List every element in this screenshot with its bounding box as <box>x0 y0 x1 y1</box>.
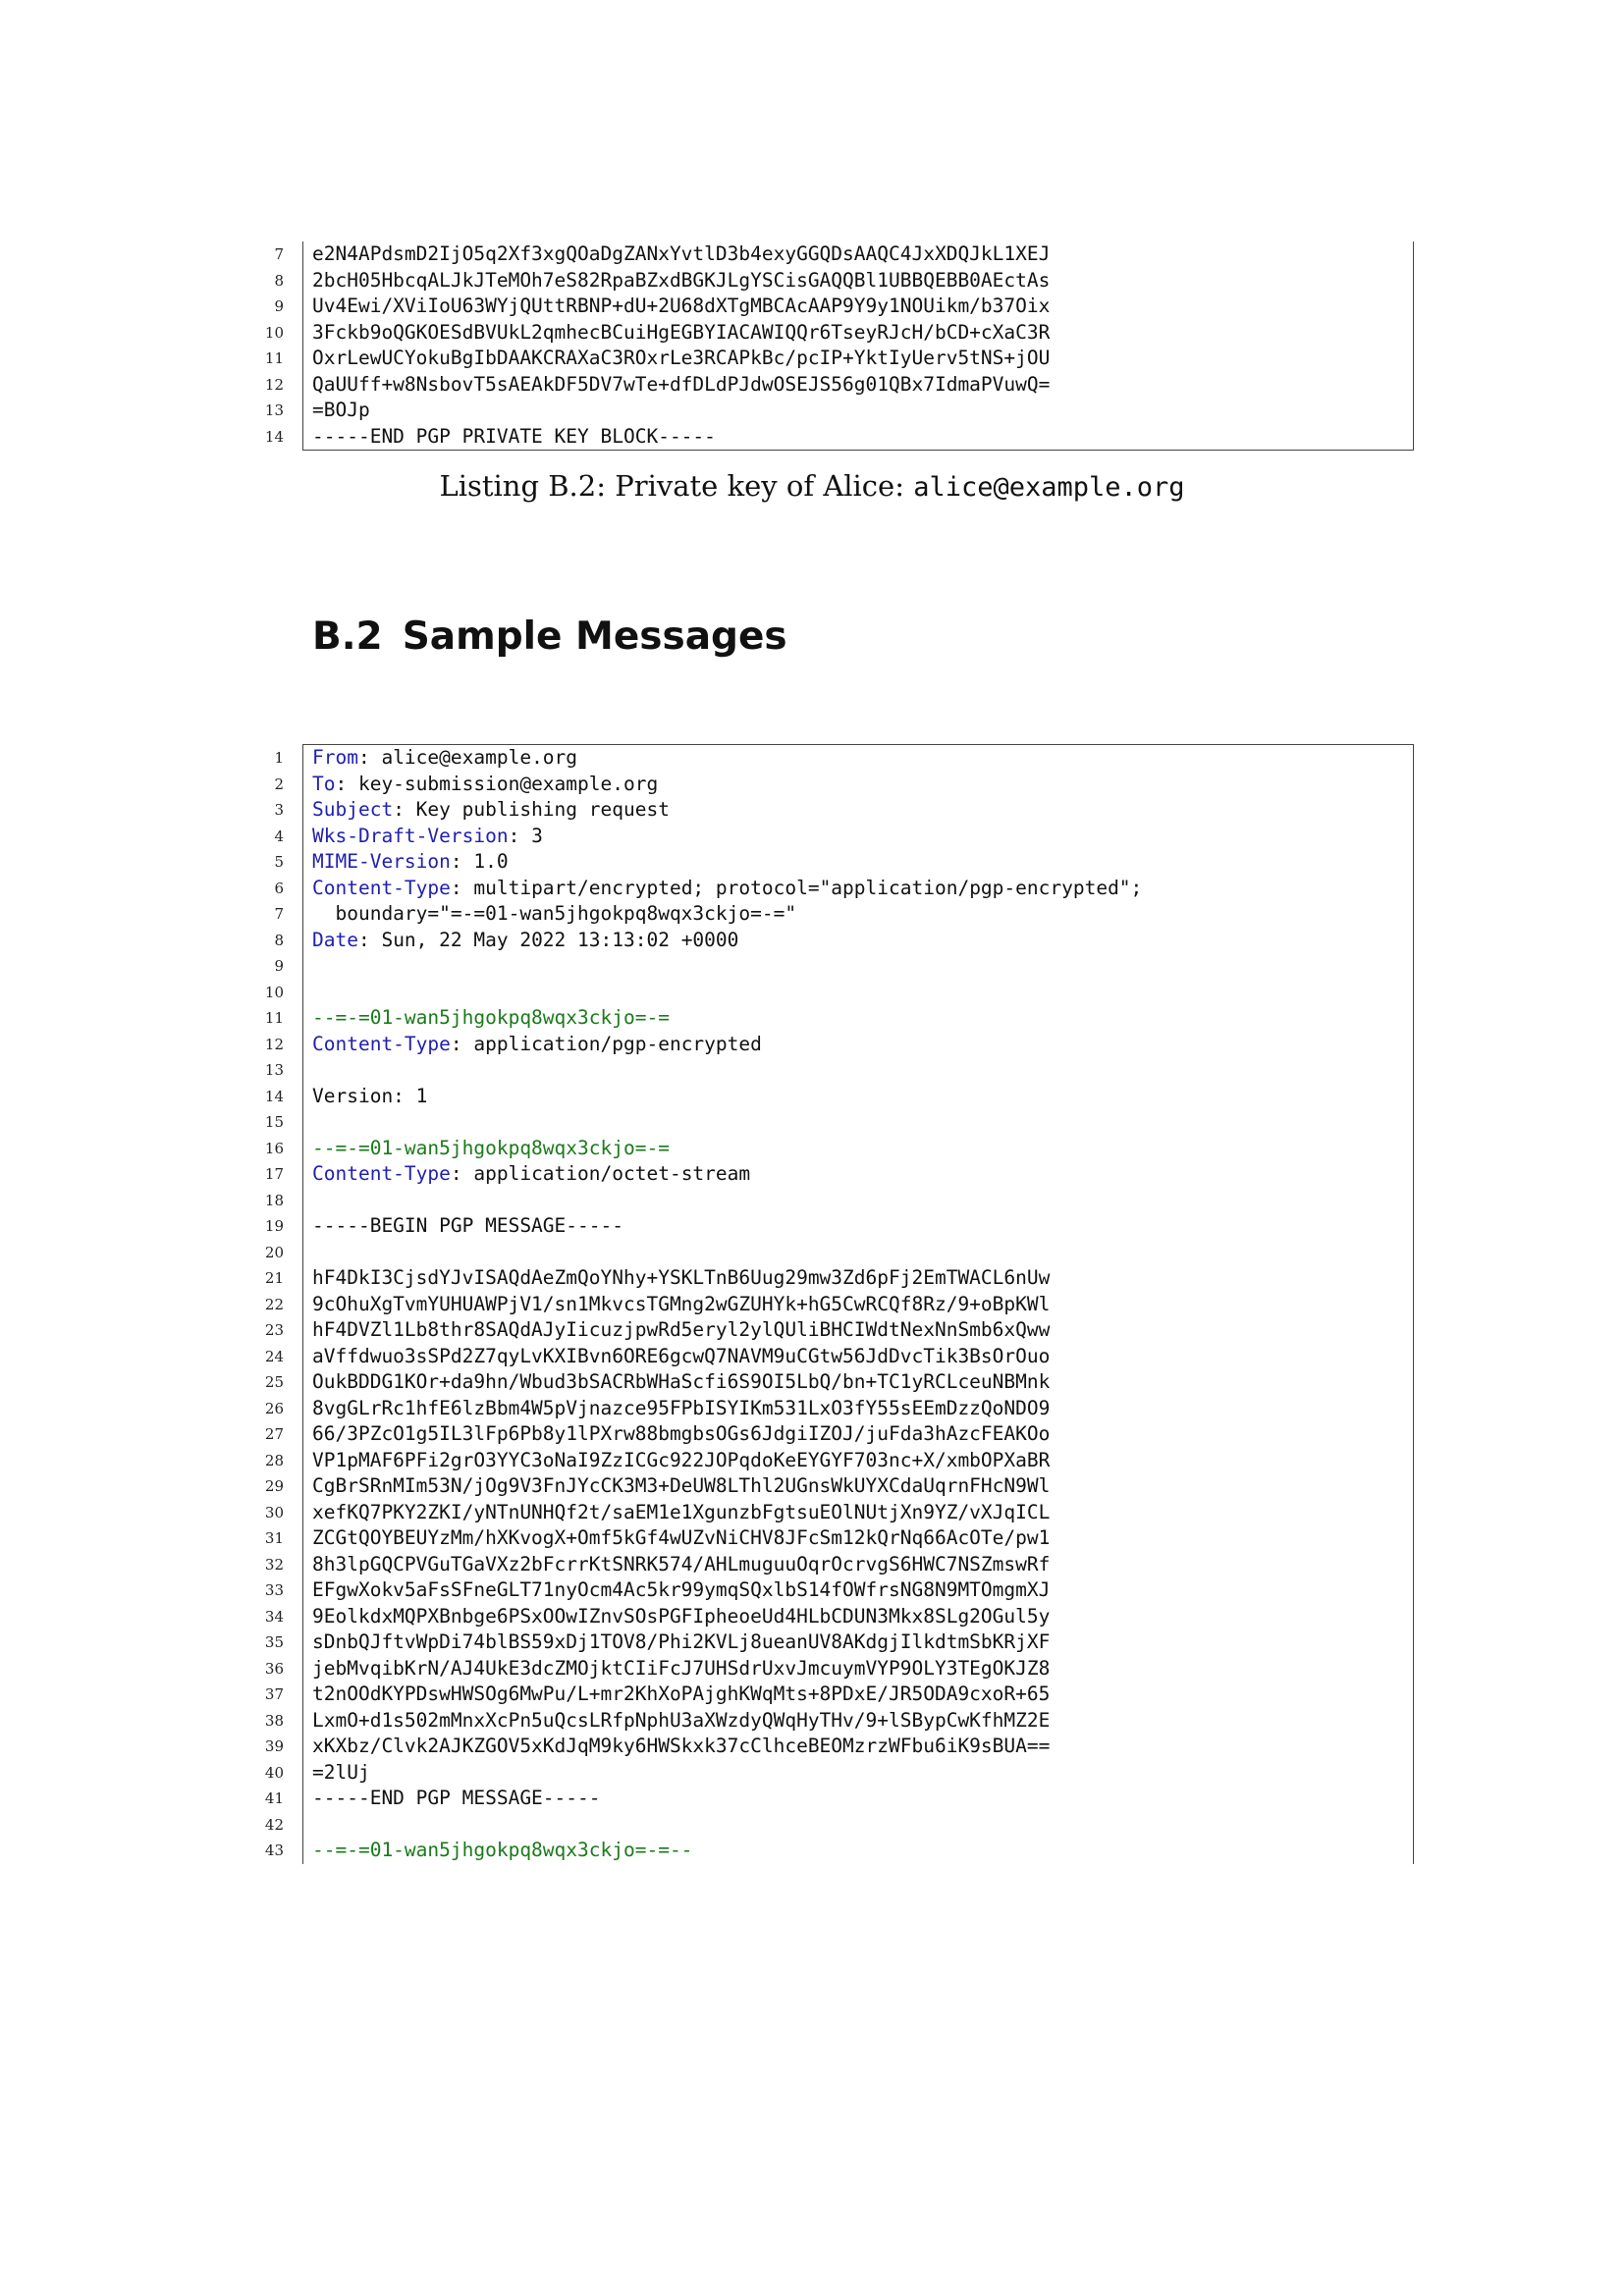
line-number: 24 <box>264 1347 284 1365</box>
line-number: 15 <box>264 1113 284 1131</box>
code-line <box>264 1005 1413 1032</box>
code-line <box>264 1629 1413 1656</box>
code-text: -----BEGIN PGP MESSAGE----- <box>312 1214 623 1237</box>
line-number: 23 <box>264 1321 284 1339</box>
line-number: 25 <box>264 1373 284 1391</box>
code-text: hF4DkI3CjsdYJvISAQdAeZmQoYNhy+YSKLTnB6Uug29mw3Zd6pFj2EmTWACL6nUw <box>312 1266 1051 1289</box>
line-number: 27 <box>264 1425 284 1443</box>
mime-boundary: --=-=01-wan5jhgokpq8wqx3ckjo=-=-- <box>312 1839 693 1861</box>
header-value: : alice@example.org <box>357 746 578 769</box>
header-value: : Key publishing request <box>393 798 670 821</box>
listing-caption <box>0 469 1624 503</box>
code-line <box>264 1240 1413 1266</box>
line-number: 21 <box>264 1269 284 1287</box>
line-number: 4 <box>274 827 284 845</box>
code-line <box>264 1057 1413 1084</box>
code-line <box>264 1812 1413 1839</box>
line-number: 30 <box>264 1503 284 1522</box>
line-number: 31 <box>264 1529 284 1547</box>
code-line <box>264 424 1413 451</box>
line-number: 19 <box>264 1217 284 1235</box>
line-number: 12 <box>264 375 284 394</box>
line-number: 3 <box>274 801 284 819</box>
line-number: 35 <box>264 1633 284 1651</box>
code-text: t2nOOdKYPDswHWSOg6MwPu/L+mr2KhXoPAjghKWqMts+8PDxE/JR5ODA9cxoR+65 <box>312 1682 1051 1705</box>
code-text: =2lUj <box>312 1760 370 1784</box>
code-text: VP1pMAF6PFi2grO3YYC3oNaI9ZzICGc922JOPqdoKeEYGYF703nc+X/xmbOPXaBR <box>312 1448 1051 1471</box>
code-line <box>264 1500 1413 1526</box>
code-text: boundary="=-=01-wan5jhgokpq8wqx3ckjo=-=" <box>312 902 797 925</box>
line-number: 13 <box>264 401 284 419</box>
code-line <box>264 1682 1413 1708</box>
line-number: 17 <box>264 1165 284 1183</box>
line-number: 39 <box>264 1737 284 1755</box>
code-line <box>264 320 1413 347</box>
code-text: xKXbz/Clvk2AJKZGOV5xKdJqM9ky6HWSkxk37cClhceBEOMzrzWFbu6iK9sBUA== <box>312 1735 1051 1757</box>
header-key: Subject <box>312 798 394 821</box>
code-line <box>274 745 1413 772</box>
code-line <box>264 1473 1413 1500</box>
code-line <box>274 797 1413 824</box>
header-value: : application/octet-stream <box>450 1162 751 1185</box>
line-number: 7 <box>274 245 284 263</box>
line-number: 9 <box>274 957 284 975</box>
code-text: 9EolkdxMQPXBnbge6PSxOOwIZnvSOsPGFIpheoeUd4HLbCDUN3Mkx8SLg2OGul5y <box>312 1604 1051 1628</box>
code-text: Uv4Ewi/XViIoU63WYjQUttRBNP+dU+2U68dXTgMBCAcAAP9Y9y1NOUikm/b37Oix <box>312 294 1051 317</box>
line-number: 20 <box>264 1243 284 1261</box>
line-number: 32 <box>264 1555 284 1574</box>
mime-boundary: --=-=01-wan5jhgokpq8wqx3ckjo=-= <box>312 1006 670 1029</box>
code-text: OxrLewUCYokuBgIbDAAKCRAXaC3ROxrLe3RCAPkBc/pcIP+YktIyUerv5tNS+jOU <box>312 347 1051 369</box>
code-line <box>274 901 1413 928</box>
code-text: EFgwXokv5aFsSFneGLT71nyOcm4Ac5kr99ymqSQxlbS14fOWfrsNG8N9MTOmgmXJ <box>312 1578 1051 1601</box>
header-key: From <box>312 746 358 769</box>
code-line <box>264 1109 1413 1136</box>
code-line <box>264 1317 1413 1344</box>
caption-text: Listing B.2: Private key of Alice: <box>439 469 914 503</box>
code-line <box>264 1448 1413 1474</box>
header-key: Content-Type <box>312 876 451 899</box>
mime-boundary: --=-=01-wan5jhgokpq8wqx3ckjo=-= <box>312 1136 670 1159</box>
section-heading <box>312 614 787 659</box>
line-number: 14 <box>264 427 284 446</box>
section-number: B.2 <box>312 614 383 659</box>
private-key-listing <box>264 241 1414 451</box>
code-line <box>264 1369 1413 1396</box>
header-value: : 3 <box>508 824 543 847</box>
code-line <box>264 1552 1413 1578</box>
code-text: -----END PGP PRIVATE KEY BLOCK----- <box>312 424 716 448</box>
code-text: 2bcH05HbcqALJkJTeMOh7eS82RpaBZxdBGKJLgYSCisGAQQBl1UBBQEBB0AEctAs <box>312 268 1051 292</box>
section-title: Sample Messages <box>402 614 787 659</box>
code-text: ZCGtQOYBEUYzMm/hXKvogX+Omf5kGf4wUZvNiCHV8JFcSm12kQrNq66AcOTe/pw1 <box>312 1526 1051 1549</box>
code-text: Version: 1 <box>312 1084 428 1107</box>
line-number: 9 <box>274 297 284 315</box>
code-line <box>264 1734 1413 1760</box>
code-text: jebMvqibKrN/AJ4UkE3dcZMOjktCIiFcJ7UHSdrUxvJmcuymVYP9OLY3TEgOKJZ8 <box>312 1656 1051 1680</box>
line-number: 43 <box>264 1842 284 1859</box>
code-line <box>264 1577 1413 1604</box>
code-line <box>264 346 1413 372</box>
line-number: 18 <box>264 1191 284 1209</box>
code-line <box>274 876 1413 902</box>
header-key: Wks-Draft-Version <box>312 824 509 847</box>
line-number: 11 <box>264 1009 284 1027</box>
line-number: 34 <box>264 1607 284 1626</box>
code-line <box>264 1786 1413 1812</box>
line-number: 41 <box>264 1789 284 1807</box>
line-number: 37 <box>264 1685 284 1703</box>
code-line <box>264 398 1413 424</box>
code-line <box>264 1656 1413 1682</box>
line-number: 7 <box>274 905 284 923</box>
code-line <box>274 268 1413 294</box>
code-line <box>264 1525 1413 1552</box>
code-text: e2N4APdsmD2IjO5q2Xf3xgQOaDgZANxYvtlD3b4exyGGQDsAAQC4JxXDQJkL1XEJ <box>312 242 1051 265</box>
code-line <box>274 824 1413 850</box>
line-number: 10 <box>264 323 284 342</box>
caption-email: alice@example.org <box>913 472 1185 503</box>
line-number: 8 <box>274 931 284 949</box>
code-line <box>274 928 1413 954</box>
line-number: 36 <box>264 1659 284 1678</box>
line-number: 1 <box>274 749 284 767</box>
header-value: : 1.0 <box>450 850 509 873</box>
code-line <box>264 1838 1413 1864</box>
header-value: : key-submission@example.org <box>335 772 659 795</box>
header-value: : Sun, 22 May 2022 13:13:02 +0000 <box>357 928 739 951</box>
header-value: : application/pgp-encrypted <box>450 1032 762 1055</box>
sample-message-listing <box>264 744 1414 1864</box>
code-text: 66/3PZcO1g5IL3lFp6Pb8y1lPXrw88bmgbsOGs6JdgiIZOJ/juFda3hAzcFEAKOo <box>312 1422 1051 1445</box>
line-number: 12 <box>264 1035 284 1053</box>
header-key: Date <box>312 928 358 951</box>
line-number: 29 <box>264 1477 284 1495</box>
code-line <box>264 1032 1413 1058</box>
code-text: 8vgGLrRc1hfE6lzBbm4W5pVjnazce95FPbISYIKm531LxO3fY55sEEmDzzQoNDO9 <box>312 1396 1051 1419</box>
code-text: sDnbQJftvWpDi74blBS59xDj1TOV8/Phi2KVLj8ueanUV8AKdgjIlkdtmSbKRjXF <box>312 1630 1051 1653</box>
code-text: OukBDDG1KOr+da9hn/Wbud3bSACRbWHaScfi6S9OI5LbQ/bn+TC1yRCLceuNBMnk <box>312 1370 1051 1393</box>
line-number: 10 <box>264 983 284 1001</box>
code-text: LxmO+d1s502mMnxXcPn5uQcsLRfpNphU3aXWzdyQWqHyTHv/9+lSBypCwKfhMZ2E <box>312 1708 1051 1732</box>
code-line <box>264 1344 1413 1370</box>
code-line <box>264 1084 1413 1110</box>
line-number: 42 <box>264 1815 284 1834</box>
code-text: hF4DVZl1Lb8thr8SAQdAJyIicuzjpwRd5eryl2ylQUliBHCIWdtNexNnSmb6xQww <box>312 1318 1051 1341</box>
code-line <box>264 1265 1413 1292</box>
code-line <box>264 1188 1413 1214</box>
header-key: Content-Type <box>312 1032 451 1055</box>
header-key: MIME-Version <box>312 850 451 873</box>
line-number: 16 <box>264 1139 284 1157</box>
line-number: 13 <box>264 1061 284 1079</box>
code-line <box>274 772 1413 798</box>
code-text: =BOJp <box>312 399 370 421</box>
header-value: : multipart/encrypted; protocol="application/pgp-encrypted"; <box>450 876 1143 899</box>
line-number: 40 <box>264 1763 284 1782</box>
line-number: 22 <box>264 1295 284 1313</box>
code-line <box>264 1760 1413 1787</box>
code-text: aVffdwuo3sSPd2Z7qyLvKXIBvn6ORE6gcwQ7NAVM9uCGtw56JdDvcTik3BsOrOuo <box>312 1344 1051 1367</box>
line-number: 26 <box>264 1399 284 1417</box>
code-text: CgBrSRnMIm53N/jOg9V3FnJYcCK3M3+DeUW8LThl2UGnsWkUYXCdaUqrnFHcN9Wl <box>312 1474 1051 1497</box>
code-line <box>264 1708 1413 1735</box>
code-line <box>264 372 1413 399</box>
line-number: 8 <box>274 271 284 290</box>
code-text: -----END PGP MESSAGE----- <box>312 1787 601 1809</box>
code-text: xefKQ7PKY2ZKI/yNTnUNHQf2t/saEM1e1XgunzbFgtsuEOlNUtjXn9YZ/vXJqICL <box>312 1500 1051 1523</box>
line-number: 14 <box>264 1087 284 1105</box>
code-text: 9cOhuXgTvmYUHUAWPjV1/sn1MkvcsTGMng2wGZUHYk+hG5CwRCQf8Rz/9+oBpKWl <box>312 1292 1051 1315</box>
code-line <box>274 849 1413 876</box>
code-text: 3Fckb9oQGKOESdBVUkL2qmhecBCuiHgEGBYIACAWIQQr6TseyRJcH/bCD+cXaC3R <box>312 320 1051 344</box>
code-line <box>274 241 1413 268</box>
line-number: 6 <box>274 879 284 897</box>
code-line <box>264 1136 1413 1162</box>
code-line <box>264 1396 1413 1422</box>
code-line <box>264 1604 1413 1630</box>
code-line <box>264 1421 1413 1448</box>
code-line <box>264 1161 1413 1188</box>
code-text: QaUUff+w8NsbovT5sAEAkDF5DV7wTe+dfDLdPJdwOSEJS56g01QBx7IdmaPVuwQ= <box>312 372 1051 396</box>
code-line <box>264 980 1413 1006</box>
line-number: 2 <box>274 774 284 793</box>
header-key: Content-Type <box>312 1162 451 1185</box>
code-line <box>264 1292 1413 1318</box>
code-line <box>274 953 1413 980</box>
line-number: 33 <box>264 1581 284 1599</box>
code-line <box>274 294 1413 320</box>
code-line <box>264 1213 1413 1240</box>
line-number: 5 <box>274 853 284 871</box>
code-text: 8h3lpGQCPVGuTGaVXz2bFcrrKtSNRK574/AHLmuguuOqrOcrvgS6HWC7NSZmswRf <box>312 1552 1051 1575</box>
line-number: 38 <box>264 1711 284 1730</box>
header-key: To <box>312 772 336 795</box>
line-number: 11 <box>264 349 284 367</box>
line-number: 28 <box>264 1451 284 1469</box>
